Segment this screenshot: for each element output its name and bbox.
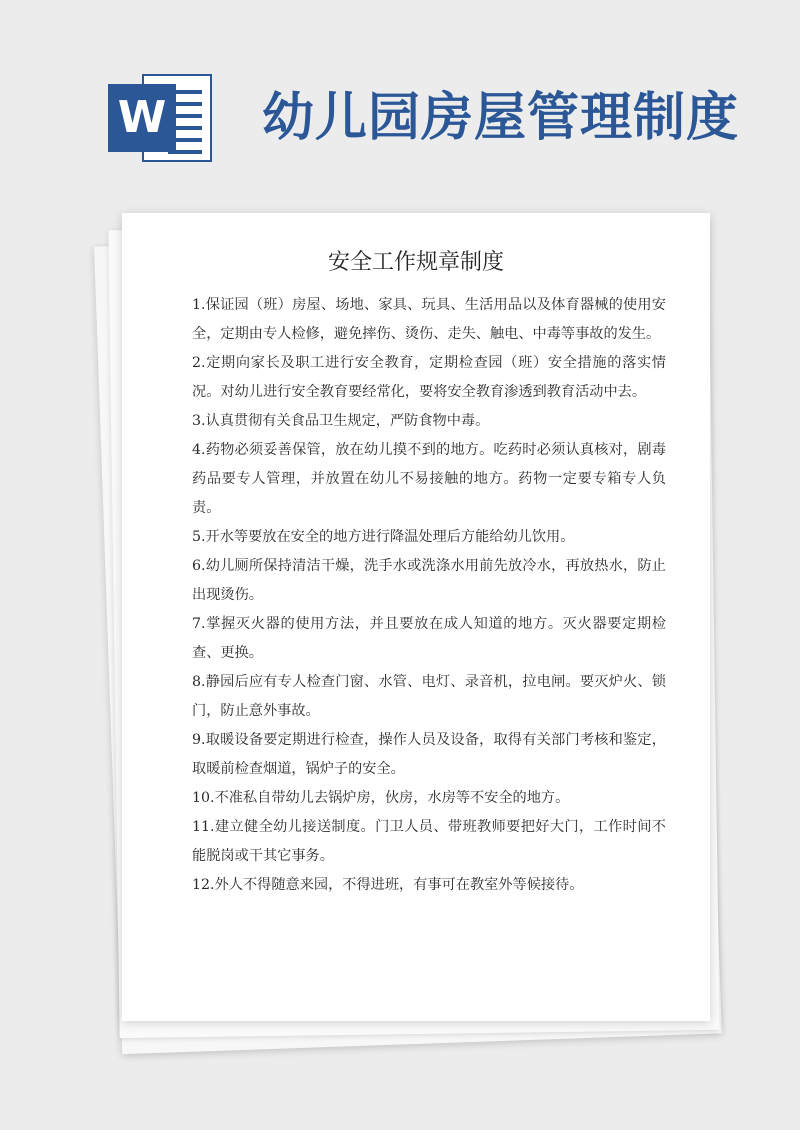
paragraph-3: 3.认真贯彻有关食品卫生规定，严防食物中毒。 — [192, 413, 490, 429]
paragraph-2: 2.定期向家长及职工进行安全教育，定期检查园（班）安全措施的落实情况。对幼儿进行安全教育要经常化，要将安全教育渗透到教育活动中去。 — [192, 355, 666, 400]
paragraph-5: 5.开水等要放在安全的地方进行降温处理后方能给幼儿饮用。 — [192, 529, 575, 545]
paragraph-4: 4.药物必须妥善保管，放在幼儿摸不到的地方。吃药时必须认真核对，剧毒药品要专人管理，并放置在幼儿不易接触的地方。药物一定要专箱专人负责。 — [192, 442, 666, 516]
word-badge: W — [108, 84, 176, 152]
header-banner — [0, 0, 800, 210]
word-icon — [108, 74, 214, 162]
paragraph-7: 7.掌握灭火器的使用方法，并且要放在成人知道的地方。灭火器要定期检查、更换。 — [192, 616, 666, 661]
paragraph-9: 9.取暖设备要定期进行检查，操作人员及设备，取得有关部门考核和鉴定，取暖前检查烟道，锅炉子的安全。 — [192, 732, 666, 777]
paragraph-1: 1.保证园（班）房屋、场地、家具、玩具、生活用品以及体育器械的使用安全，定期由专人检修，避免摔伤、烫伤、走失、触电、中毒等事故的发生。 — [192, 297, 666, 342]
page-title: 幼儿园房屋管理制度 — [262, 88, 740, 148]
paragraph-10: 10.不准私自带幼儿去锅炉房，伙房，水房等不安全的地方。 — [192, 790, 570, 806]
paragraph-6: 6.幼儿厕所保持清洁干燥，洗手水或洗涤水用前先放冷水，再放热水，防止出现烫伤。 — [192, 558, 666, 603]
document-page — [122, 213, 710, 1021]
paragraph-12: 12.外人不得随意来园，不得进班，有事可在教室外等候接待。 — [192, 877, 584, 893]
paragraph-11: 11.建立健全幼儿接送制度。门卫人员、带班教师要把好大门，工作时间不能脱岗或干其它事务。 — [192, 819, 666, 864]
paragraph-8: 8.静园后应有专人检查门窗、水管、电灯、录音机，拉电闸。要灭炉火、锁门，防止意外事故。 — [192, 674, 666, 719]
document-title: 安全工作规章制度 — [327, 250, 504, 275]
